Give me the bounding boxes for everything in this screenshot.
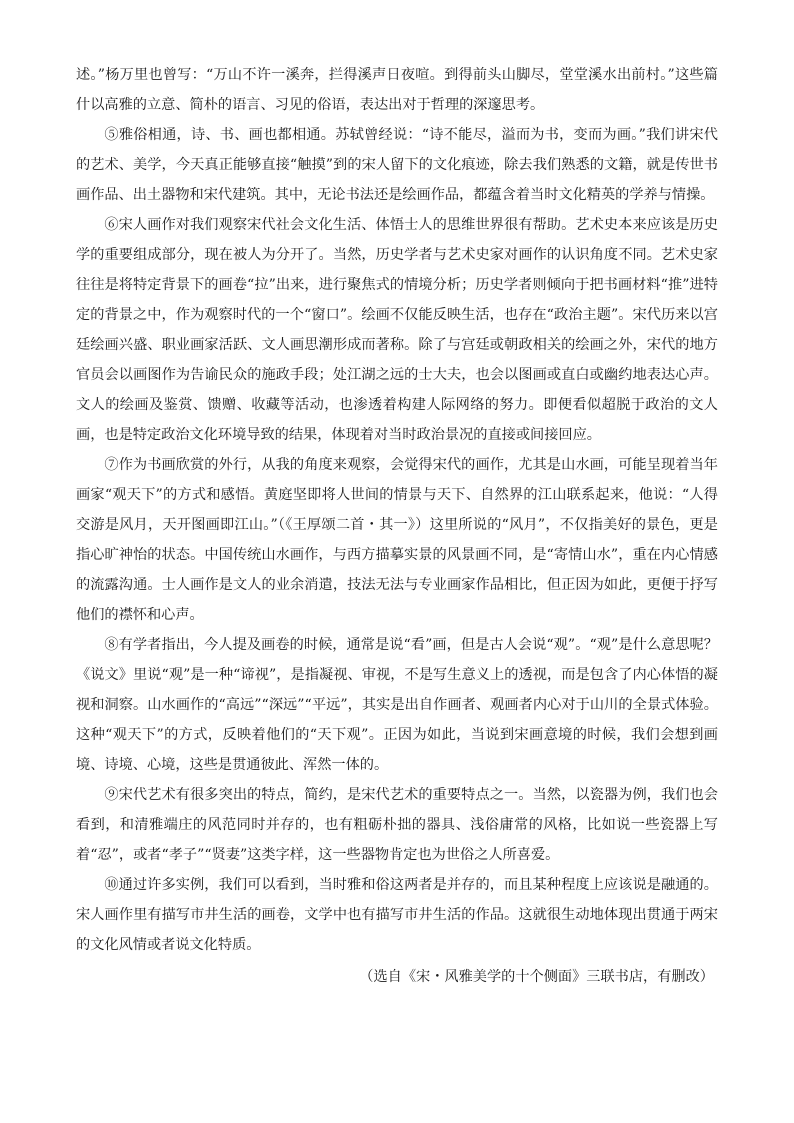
paragraph-continuation: 述。”杨万里也曾写：“万山不许一溪奔，拦得溪声日夜喧。到得前头山脚尽，堂堂溪水出前村。”这些篇什以高雅的立意、简朴的语言、习见的俗语，表达出对于哲理的深邃思考。 [76, 67, 718, 113]
document-page [76, 60, 718, 994]
paragraph-9: ⑨宋代艺术有很多突出的特点，简约，是宋代艺术的重要特点之一。当然，以瓷器为例，我们也会看到，和清雅端庄的风范同时并存的，也有粗砺朴拙的器具、浅俗庸常的风格，比如说一些瓷器上写着“忍”，或者“孝子”“贤妻”这类字样，这一些器物肯定也为世俗之人所喜爱。 [76, 787, 718, 863]
paragraph-7: ⑦作为书画欣赏的外行，从我的角度来观察，会觉得宋代的画作，尤其是山水画，可能呈现着当年画家“观天下”的方式和感悟。黄庭坚即将人世间的情景与天下、自然界的江山联系起来，他说：“人得交游是风月，天开图画即江山。”（《王厚颂二首・其一》）这里所说的“风月”，不仅指美好的景色，更是指心旷神怡的状态。中国传统山水画作，与西方描摹实景的风景画不同，是“寄情山水”，重在内心情感的流露沟通。士人画作是文人的业余消遣，技法无法与专业画家作品相比，但正因为如此，更便于抒写他们的襟怀和心声。 [76, 457, 718, 623]
paragraph-8: ⑧有学者指出，今人提及画卷的时候，通常是说“看”画，但是古人会说“观”。“观”是什么意思呢？《说文》里说“观”是一种“谛视”，是指凝视、审视，不是写生意义上的透视，而是包含了内心体悟的凝视和洞察。山水画作的“高远”“深远”“平远”，其实是出自作画者、观画者内心对于山川的全景式体验。这种“观天下”的方式，反映着他们的“天下观”。正因为如此，当说到宋画意境的时候，我们会想到画境、诗境、心境，这些是贯通彼此、浑然一体的。 [76, 637, 718, 773]
paragraph-6: ⑥宋人画作对我们观察宋代社会文化生活、体悟士人的思维世界很有帮助。艺术史本来应该是历史学的重要组成部分，现在被人为分开了。当然，历史学者与艺术史家对画作的认识角度不同。艺术史家往往是将特定背景下的画卷“拉”出来，进行聚焦式的情境分析；历史学者则倾向于把书画材料“推”进特定的背景之中，作为观察时代的一个“窗口”。绘画不仅能反映生活，也存在“政治主题”。宋代历来以宫廷绘画兴盛、职业画家活跃、文人画思潮形成而著称。除了与宫廷或朝政相关的绘画之外，宋代的地方官员会以画图作为告谕民众的施政手段；处江湖之远的士大夫，也会以图画或直白或幽约地表达心声。文人的绘画及鉴赏、馈赠、收藏等活动，也渗透着构建人际网络的努力。即便看似超脱于政治的文人画，也是特定政治文化环境导致的结果，体现着对当时政治景况的直接或间接回应。 [76, 217, 718, 443]
source-citation: （选自《宋・风雅美学的十个侧面》三联书店，有删改） [359, 969, 714, 985]
paragraph-10: ⑩通过许多实例，我们可以看到，当时雅和俗这两者是并存的，而且某种程度上应该说是融通的。宋人画作里有描写市井生活的画卷，文学中也有描写市井生活的作品。这就很生动地体现出贯通于两宋的文化风情或者说文化特质。 [76, 877, 718, 953]
paragraph-5: ⑤雅俗相通，诗、书、画也都相通。苏轼曾经说：“诗不能尽，溢而为书，变而为画。”我们讲宋代的艺术、美学，今天真正能够直接“触摸”到的宋人留下的文化痕迹，除去我们熟悉的文籍，就是传世书画作品、出土器物和宋代建筑。其中，无论书法还是绘画作品，都蕴含着当时文化精英的学养与情操。 [76, 127, 718, 203]
